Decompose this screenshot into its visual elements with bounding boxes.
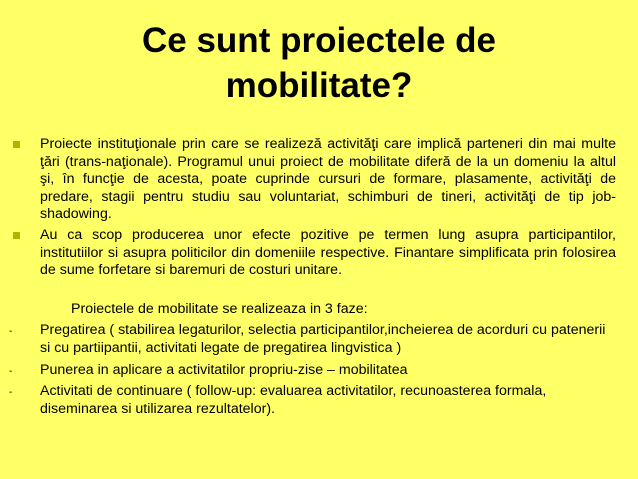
phase-item (0, 383, 638, 418)
square-bullet-icon (13, 232, 20, 239)
dash-bullet-icon: - (9, 326, 13, 338)
dash-bullet-icon: - (9, 387, 13, 399)
phase-text: Activitati de continuare ( follow-up: evaluarea activitatilor, recunoasterea formala, diseminarea si utilizarea rezultatelor). (40, 383, 547, 417)
phases-intro: Proiectele de mobilitate se realizeaza in 3 faze: (71, 300, 368, 317)
phase-item (0, 322, 638, 357)
dash-bullet-icon: - (9, 365, 13, 377)
bullet-text: Au ca scop producerea unor efecte pozitive pe termen lung asupra participantilor, institutiilor si asupra politicilor din domeniile respective. Finantare simplificata prin folosirea de sume forfetare si baremuri de costuri unitare. (40, 226, 616, 279)
phase-text: Punerea in aplicare a activitatilor propriu-zise – mobilitatea (40, 361, 408, 378)
square-bullet-icon (13, 141, 20, 148)
slide-title-line-2: mobilitate? (225, 66, 413, 105)
phase-item (0, 362, 638, 380)
bullet-item (0, 136, 638, 224)
slide-title (0, 18, 638, 108)
bullet-item (0, 227, 638, 280)
bullet-text: Proiecte instituţionale prin care se realizeză activităţi care implică parteneri din mai multe ţări (trans-naţionale). Programul unui proiect de mobilitate diferă de la un domeniu la altul şi, în funcţie de acesta, poate cuprinde cursuri de formare, plasamente, activităţi de predare, stagii pentru studiu sau voluntariat, schimburi de tineri, activităţi de tip job-shadowing. (40, 136, 616, 223)
phase-text: Pregatirea ( stabilirea legaturilor, selectia participantilor,incheierea de acorduri cu patenerii si cu partiipantii, activitati legate de pregatirea lingvistica ) (40, 322, 606, 356)
slide-title-line-1: Ce sunt proiectele de (142, 21, 496, 60)
slide-body (0, 136, 638, 418)
